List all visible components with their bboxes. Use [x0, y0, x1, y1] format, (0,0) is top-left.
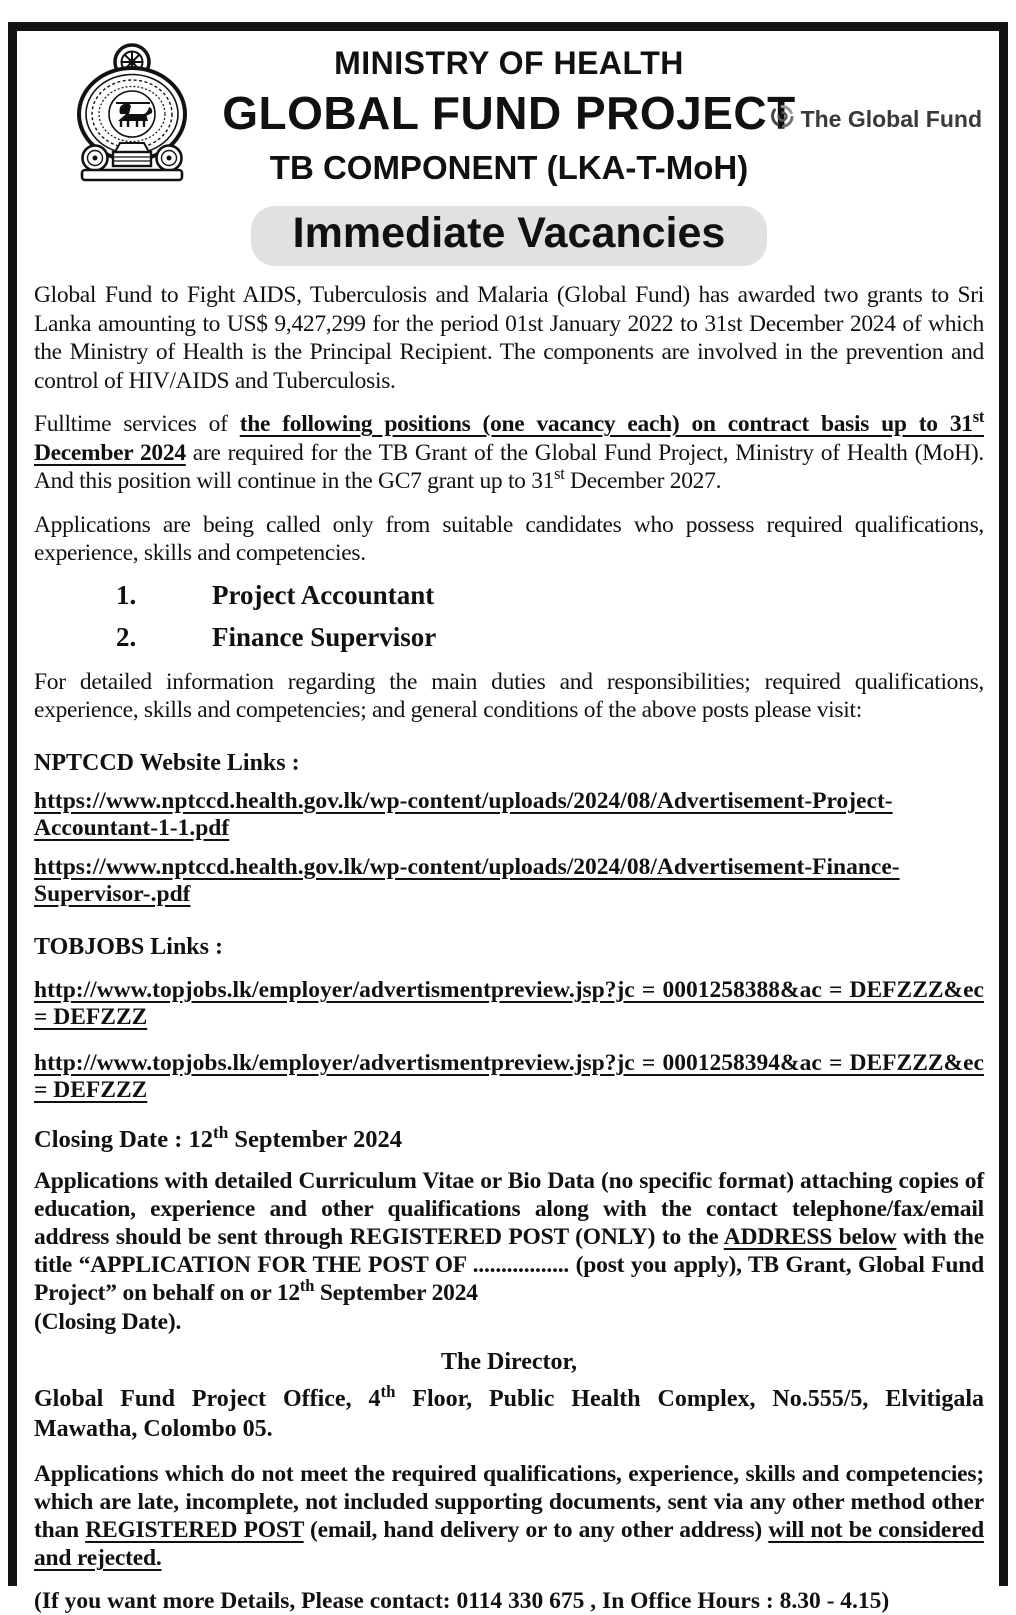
immediate-vacancies-banner: Immediate Vacancies	[251, 206, 768, 266]
position-number: 2.	[116, 621, 137, 652]
component-title: TB COMPONENT (LKA-T-MoH)	[269, 149, 749, 186]
ordinal-sup: st	[554, 464, 565, 484]
fulltime-mid: are required for the TB Grant of the Global Fund Project, Ministry of Health (MoH). And this position will continue in the GC7 grant up to 31	[34, 439, 984, 494]
fulltime-emph-text2: December 2024	[34, 439, 186, 466]
nptccd-link-finance-supervisor[interactable]: https://www.nptccd.health.gov.lk/wp-content/uploads/2024/08/Advertisement-Finance-Supervisor-.pdf	[34, 853, 900, 907]
application-instructions-paragraph	[34, 1167, 984, 1336]
ordinal-sup: th	[299, 1276, 315, 1296]
reject-text-b: (email, hand delivery or to any other address)	[303, 1517, 769, 1544]
nptccd-link-project-accountant[interactable]: https://www.nptccd.health.gov.lk/wp-content/uploads/2024/08/Advertisement-Project-Accountant-1-1.pdf	[34, 787, 893, 841]
address-text-b: Floor, Public Health Complex, No.555/5, Elvitigala Mawatha, Colombo 05.	[34, 1385, 984, 1442]
fulltime-emph-text: the following positions (one vacancy each) on contract basis up to 31	[239, 411, 973, 437]
document-body	[34, 281, 984, 1615]
closing-date-tail: September 2024	[228, 1125, 402, 1153]
director-line: The Director,	[441, 1348, 577, 1375]
ministry-title: MINISTRY OF HEALTH	[334, 45, 684, 81]
topjobs-links-heading: TOBJOBS Links :	[34, 933, 223, 960]
rejection-conditions-paragraph	[34, 1460, 984, 1573]
list-item	[34, 622, 984, 653]
global-fund-swirl-icon	[769, 103, 796, 136]
apply-text-a: Applications with detailed Curriculum Vitae or Bio Data (no specific format) attaching copies of education, experience and other qualifications along with the contact telephone/fax/email address should be sent through REGISTERED POST (ONLY) to the	[34, 1167, 984, 1250]
address-below-underlined: ADDRESS below	[723, 1223, 897, 1250]
topjobs-link-1[interactable]: http://www.topjobs.lk/employer/advertismentpreview.jsp?jc = 0001258388&ac = DEFZZZ&ec = DEFZZZ	[34, 976, 984, 1030]
ordinal-sup: th	[380, 1381, 396, 1401]
rejected-underlined: will not be considered and rejected.	[34, 1517, 985, 1572]
project-title: GLOBAL FUND PROJECT	[222, 87, 796, 139]
document-header	[34, 39, 984, 266]
closing-date-line	[34, 1122, 984, 1155]
ordinal-sup: th	[212, 1122, 229, 1142]
applications-called-paragraph: Applications are being called only from suitable candidates who possess required qualifications, experience, skills and competencies.	[34, 511, 984, 566]
intro-paragraph: Global Fund to Fight AIDS, Tuberculosis and Malaria (Global Fund) has awarded two grants to Sri Lanka amounting to US$ 9,427,299 for the period 01st January 2022 to 31st December 2024 of which the Ministry of Health is the Principal Recipient. The components are involved in the prevention and control of HIV/AIDS and Tuberculosis.	[34, 282, 984, 394]
detail-info-paragraph: For detailed information regarding the main duties and responsibilities; required qualifications, experience, skills and competencies; and general conditions of the above posts please visit:	[34, 668, 984, 723]
apply-text-b: with the title “APPLICATION FOR THE POST OF ................. (post you apply), TB Grant, Global Fund Project” on behalf on or 12	[34, 1223, 984, 1307]
list-item	[34, 580, 984, 611]
postal-address	[34, 1381, 984, 1444]
positions-list	[34, 580, 984, 653]
closing-date-lead: Closing Date : 12	[34, 1125, 213, 1153]
document-border-frame	[8, 22, 1008, 1614]
position-number: 1.	[116, 579, 137, 610]
contact-details-line: (If you want more Details, Please contact: 0114 330 675 , In Office Hours : 8.30 - 4.15)	[34, 1587, 890, 1614]
fulltime-paragraph	[34, 407, 985, 496]
global-fund-logo-text: The Global Fund	[800, 106, 982, 132]
apply-text-c: September 2024	[314, 1280, 478, 1307]
fulltime-lead: Fulltime services of	[34, 411, 240, 437]
topjobs-link-2[interactable]: http://www.topjobs.lk/employer/advertismentpreview.jsp?jc = 0001258394&ac = DEFZZZ&ec = DEFZZZ	[34, 1049, 984, 1103]
registered-post-underlined: REGISTERED POST	[85, 1517, 304, 1544]
ordinal-sup: st	[972, 407, 985, 427]
position-title: Finance Supervisor	[212, 621, 437, 652]
sri-lanka-emblem-icon	[56, 41, 208, 183]
global-fund-logo	[769, 103, 982, 136]
nptccd-links-heading: NPTCCD Website Links :	[34, 749, 300, 776]
closing-date-note: (Closing Date).	[34, 1308, 182, 1335]
fulltime-tail: December 2027.	[564, 468, 722, 494]
position-title: Project Accountant	[212, 579, 435, 610]
address-text-a: Global Fund Project Office, 4	[34, 1385, 381, 1412]
reject-text-a: Applications which do not meet the required qualifications, experience, skills and competencies; which are late, incomplete, not included supporting documents, sent via any other method other than	[34, 1460, 984, 1544]
